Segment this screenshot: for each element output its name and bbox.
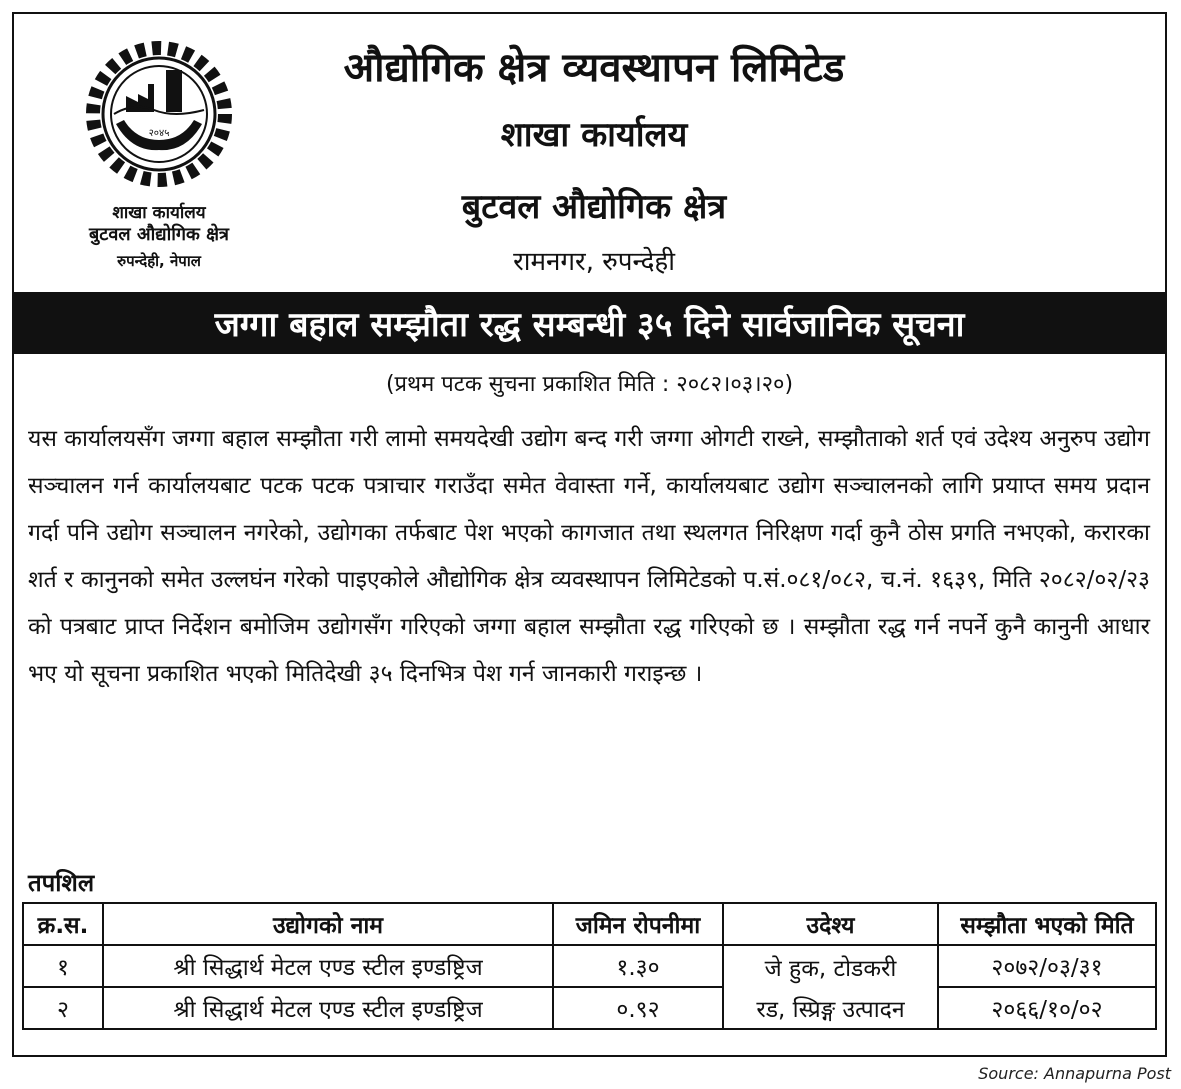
cell-land-area: १.३० bbox=[553, 945, 723, 987]
notice-title-banner bbox=[14, 292, 1165, 354]
cell-industry-name: श्री सिद्धार्थ मेटल एण्ड स्टील इण्डष्ट्रिज bbox=[103, 987, 553, 1029]
organization-address: रामनगर, रुपन्देही bbox=[513, 247, 675, 277]
source-credit: Source: Annapurna Post bbox=[978, 1064, 1171, 1083]
notice-body: यस कार्यालयसँग जग्गा बहाल सम्झौता गरी लामो समयदेखी उद्योग बन्द गरी जग्गा ओगटी राख्ने, सम्झौताको शर्त एवं उदेश्य अनुरुप उद्योग सञ्चालन गर्न कार्यालयबाट पटक पटक पत्राचार गराउँदा समेत वेवास्ता गर्ने, कार्यालयबाट उद्योग सञ्चालनको लागि प्रयाप्त समय प्रदान गर्दा पनि उद्योग सञ्चालन नगरेको, उद्योगका तर्फबाट पेश भएको कागजात तथा स्थलगत निरिक्षण गर्दा कुनै ठोस प्रगति नभएको, करारका शर्त र कानुनको समेत उल्लघंन गरेको पाइएकोले औद्योगिक क्षेत्र व्यवस्थापन लिमिटेडको प.सं.०८१/०८२, च.नं. १६३९, मिति २०८२/०२/२३ को पत्रबाट प्राप्त निर्देशन बमोजिम उद्योगसँग गरिएको जग्गा बहाल सम्झौता रद्ध गरिएको छ । सम्झौता रद्ध गर्न नपर्ने कुनै कानुनी आधार भए यो सूचना प्रकाशित भएको मितिदेखी ३५ दिनभित्र पेश गर्न जानकारी गराइन्छ । bbox=[28, 426, 1150, 687]
header-agreement-date: सम्झौता भएको मिति bbox=[938, 903, 1156, 945]
logo-line2: बुटवल औद्योगिक क्षेत्र bbox=[89, 224, 229, 245]
notice-frame bbox=[12, 12, 1167, 1057]
header-land-area: जमिन रोपनीमा bbox=[553, 903, 723, 945]
cell-objective: जे हुक, टोडकरी bbox=[723, 945, 938, 987]
table-header-row bbox=[23, 903, 1156, 945]
cell-sn: २ bbox=[23, 987, 103, 1029]
cell-agreement-date: २०६६/१०/०२ bbox=[938, 987, 1156, 1029]
header-sn: क्र.स. bbox=[23, 903, 103, 945]
cell-objective: रड, स्प्रिङ्ग उत्पादन bbox=[723, 987, 938, 1029]
table-row bbox=[23, 987, 1156, 1029]
cell-industry-name: श्री सिद्धार्थ मेटल एण्ड स्टील इण्डष्ट्रिज bbox=[103, 945, 553, 987]
publication-date: (प्रथम पटक सुचना प्रकाशित मिति : २०८२।०३।२०) bbox=[385, 372, 794, 397]
gear-icon bbox=[93, 48, 225, 180]
schedule-label: तपशिल bbox=[28, 869, 95, 897]
organization-branch: शाखा कार्यालय bbox=[500, 115, 688, 155]
cell-agreement-date: २०७२/०३/३१ bbox=[938, 945, 1156, 987]
logo-year: २०४५ bbox=[148, 128, 170, 139]
cell-sn: १ bbox=[23, 945, 103, 987]
header-objective: उदेश्य bbox=[723, 903, 938, 945]
logo-line3: रुपन्देही, नेपाल bbox=[117, 252, 201, 270]
header-industry-name: उद्योगको नाम bbox=[103, 903, 553, 945]
cell-land-area: ०.९२ bbox=[553, 987, 723, 1029]
organization-logo bbox=[54, 32, 274, 282]
table-row bbox=[23, 945, 1156, 987]
notice-title: जग्गा बहाल सम्झौता रद्ध सम्बन्धी ३५ दिने सार्वजानिक सूचना bbox=[214, 305, 965, 345]
organization-title: औद्योगिक क्षेत्र व्यवस्थापन लिमिटेड bbox=[343, 45, 845, 91]
organization-area: बुटवल औद्योगिक क्षेत्र bbox=[461, 187, 727, 227]
logo-line1: शाखा कार्यालय bbox=[112, 203, 206, 223]
schedule-table bbox=[22, 902, 1157, 1030]
